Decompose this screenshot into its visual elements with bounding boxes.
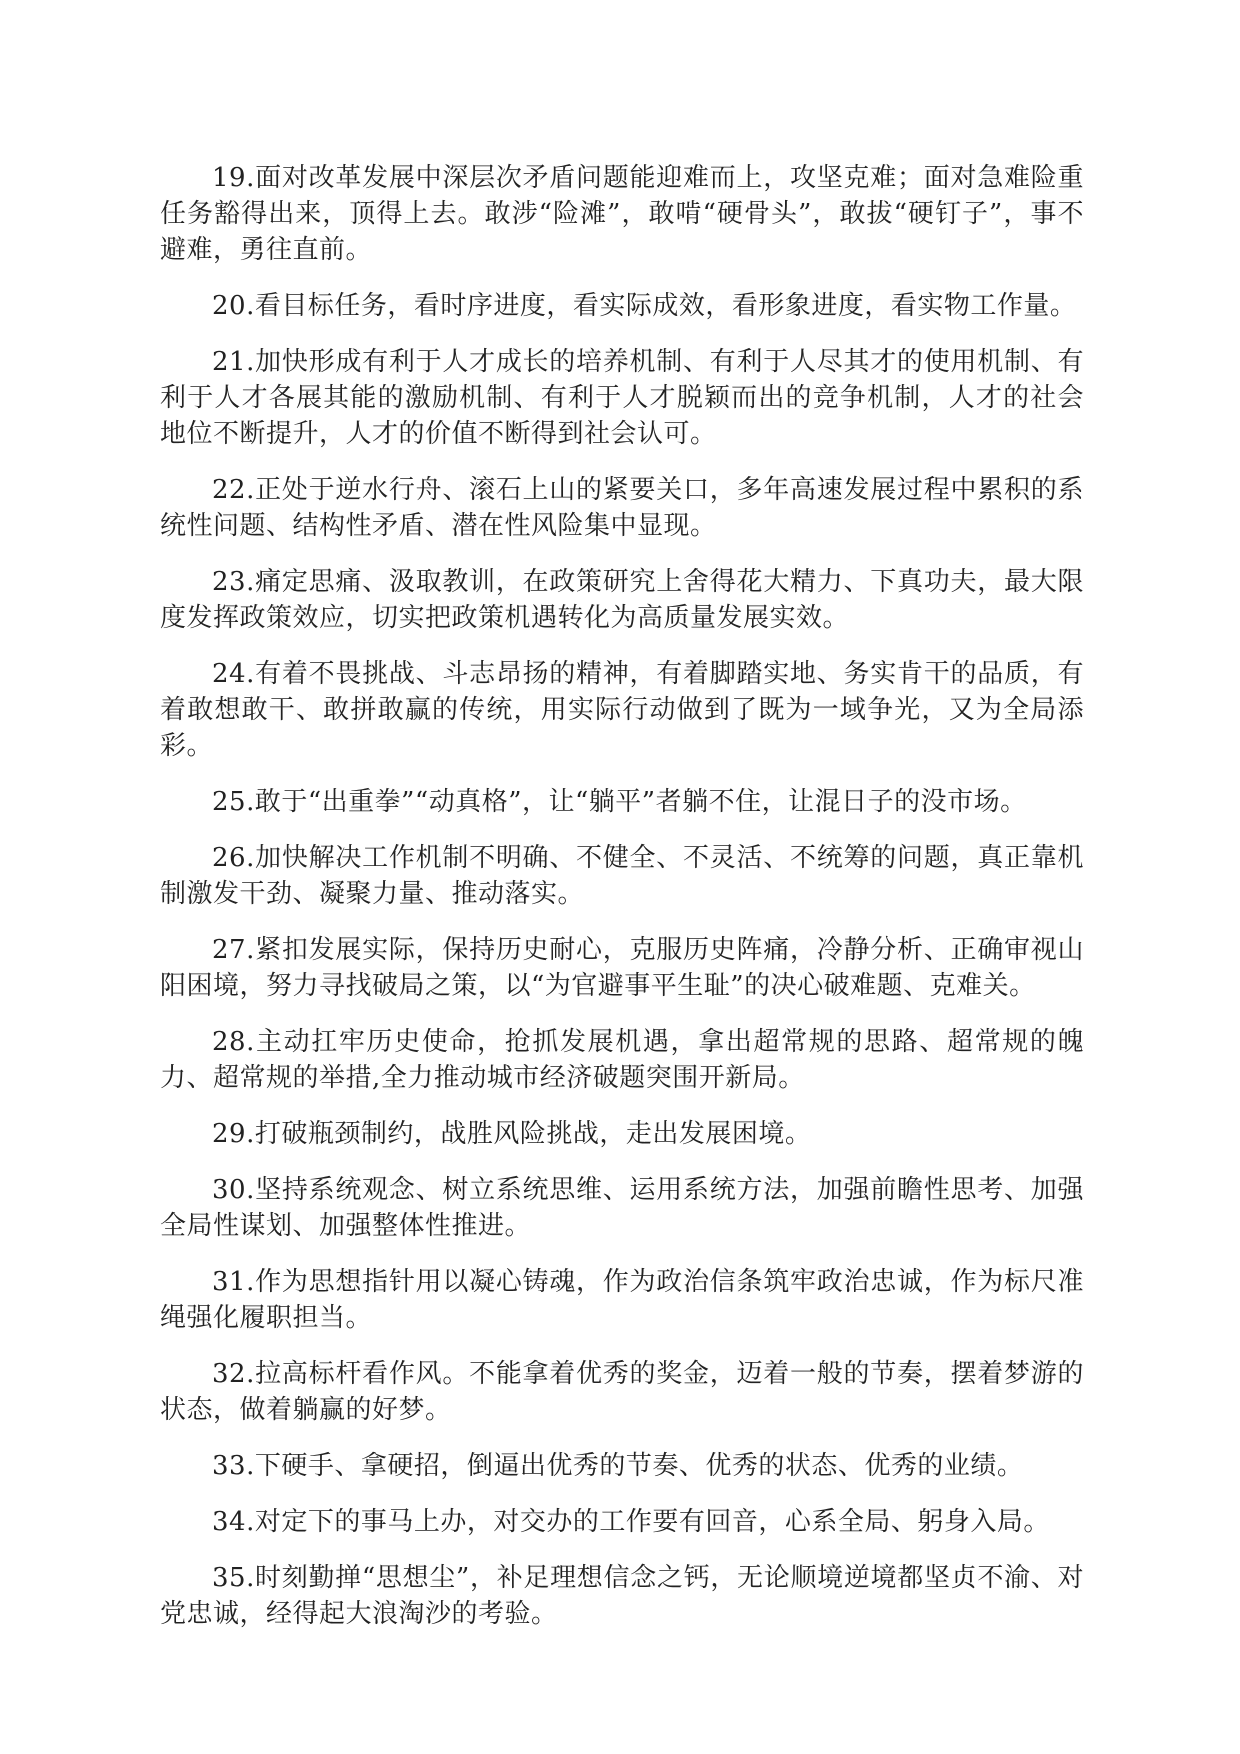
paragraph-19: 19.面对改革发展中深层次矛盾问题能迎难而上，攻坚克难；面对急难险重任务豁得出来，顶得上去。敢涉“险滩”，敢啃“硬骨头”，敢拔“硬钉子”，事不避难，勇往直前。 [160, 163, 1084, 265]
paragraph-35: 35.时刻勤掸“思想尘”，补足理想信念之钙，无论顺境逆境都坚贞不渝、对党忠诚，经得起大浪淘沙的考验。 [160, 1563, 1084, 1629]
document-body [160, 160, 1084, 1652]
paragraph-28: 28.主动扛牢历史使命，抢抓发展机遇，拿出超常规的思路、超常规的魄力、超常规的举措,全力推动城市经济破题突围开新局。 [160, 1027, 1084, 1093]
paragraph-34: 34.对定下的事马上办，对交办的工作要有回音，心系全局、躬身入局。 [212, 1507, 1050, 1537]
paragraph-26: 26.加快解决工作机制不明确、不健全、不灵活、不统筹的问题，真正靠机制激发干劲、凝聚力量、推动落实。 [160, 843, 1084, 909]
paragraph-25: 25.敢于“出重拳”“动真格”，让“躺平”者躺不住，让混日子的没市场。 [212, 787, 1027, 817]
paragraph-27: 27.紧扣发展实际，保持历史耐心，克服历史阵痛，冷静分析、正确审视山阳困境，努力寻找破局之策，以“为官避事平生耻”的决心破难题、克难关。 [160, 935, 1084, 1001]
paragraph-20: 20.看目标任务，看时序进度，看实际成效，看形象进度，看实物工作量。 [212, 291, 1077, 321]
paragraph-21: 21.加快形成有利于人才成长的培养机制、有利于人尽其才的使用机制、有利于人才各展其能的激励机制、有利于人才脱颖而出的竞争机制，人才的社会地位不断提升，人才的价值不断得到社会认可。 [160, 347, 1084, 449]
paragraph-31: 31.作为思想指针用以凝心铸魂，作为政治信条筑牢政治忠诚，作为标尺准绳强化履职担当。 [160, 1267, 1084, 1333]
paragraph-30: 30.坚持系统观念、树立系统思维、运用系统方法，加强前瞻性思考、加强全局性谋划、加强整体性推进。 [160, 1175, 1084, 1241]
paragraph-24: 24.有着不畏挑战、斗志昂扬的精神，有着脚踏实地、务实肯干的品质，有着敢想敢干、敢拼敢赢的传统，用实际行动做到了既为一域争光，又为全局添彩。 [160, 659, 1084, 761]
paragraph-32: 32.拉高标杆看作风。不能拿着优秀的奖金，迈着一般的节奏，摆着梦游的状态，做着躺赢的好梦。 [160, 1359, 1084, 1425]
paragraph-23: 23.痛定思痛、汲取教训，在政策研究上舍得花大精力、下真功夫，最大限度发挥政策效应，切实把政策机遇转化为高质量发展实效。 [160, 567, 1084, 633]
paragraph-33: 33.下硬手、拿硬招，倒逼出优秀的节奏、优秀的状态、优秀的业绩。 [212, 1451, 1024, 1481]
paragraph-29: 29.打破瓶颈制约，战胜风险挑战，走出发展困境。 [212, 1119, 812, 1149]
paragraph-22: 22.正处于逆水行舟、滚石上山的紧要关口，多年高速发展过程中累积的系统性问题、结构性矛盾、潜在性风险集中显现。 [160, 475, 1084, 541]
